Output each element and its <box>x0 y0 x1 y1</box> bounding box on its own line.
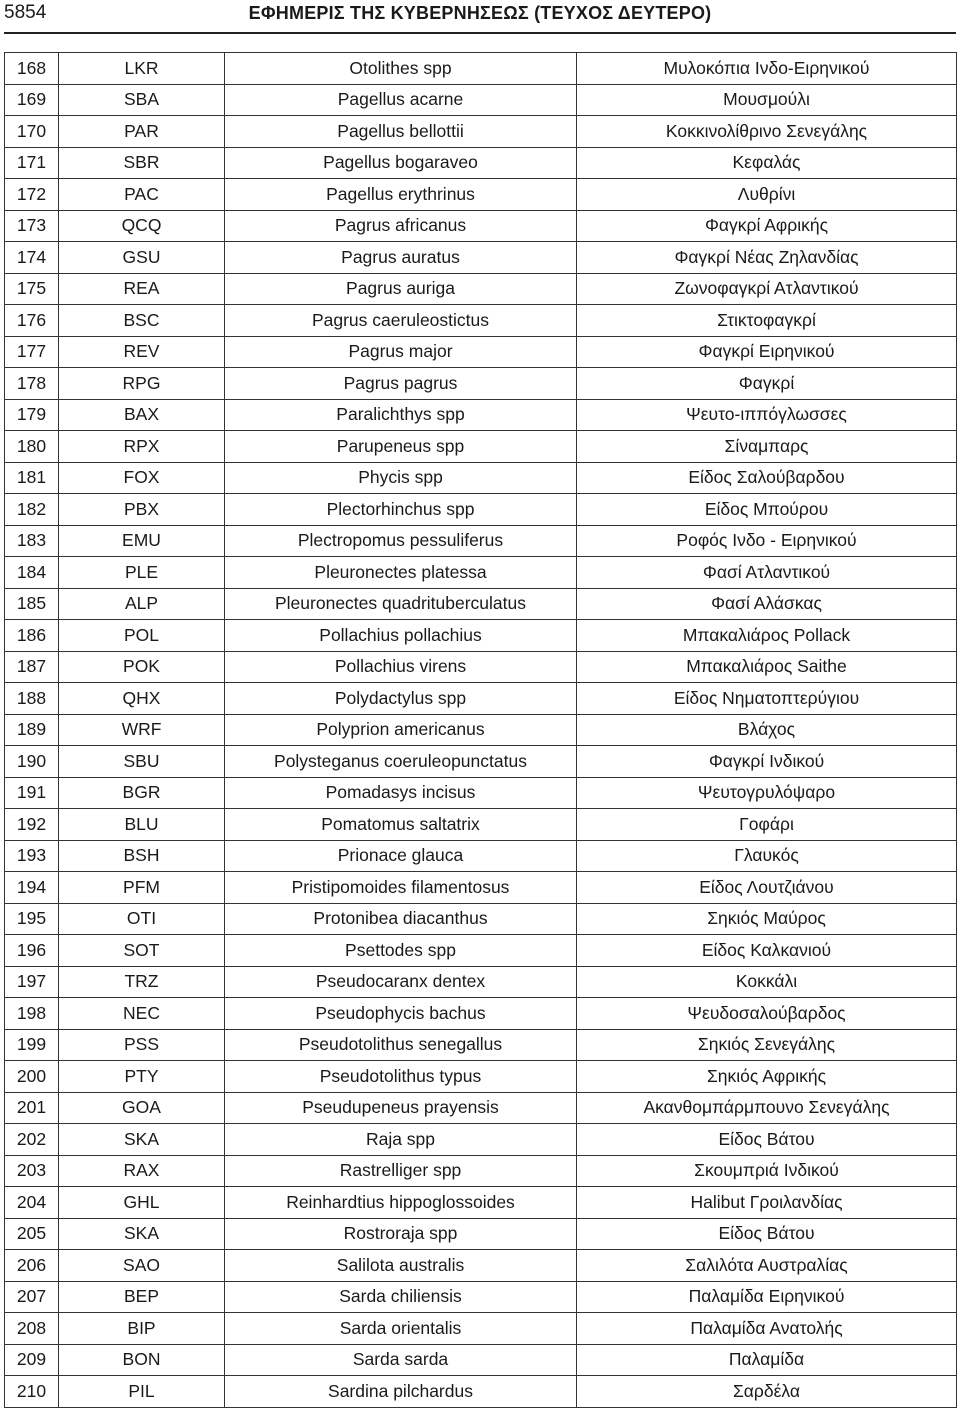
common-name-cell: Halibut Γροιλανδίας <box>577 1187 957 1219</box>
common-name-cell: Ψευδοσαλούβαρδος <box>577 998 957 1030</box>
common-name-cell: Σαλιλότα Αυστραλίας <box>577 1250 957 1282</box>
scientific-name-cell: Prionace glauca <box>225 840 577 872</box>
code-cell: BAX <box>59 399 225 431</box>
table-row <box>5 1124 957 1156</box>
code-cell: EMU <box>59 525 225 557</box>
scientific-name-cell: Pristipomoides filamentosus <box>225 872 577 904</box>
code-cell: PBX <box>59 494 225 526</box>
row-number-cell: 208 <box>5 1313 59 1345</box>
code-cell: BIP <box>59 1313 225 1345</box>
row-number-cell: 199 <box>5 1029 59 1061</box>
table-row <box>5 305 957 337</box>
scientific-name-cell: Pseudotolithus typus <box>225 1061 577 1093</box>
table-row <box>5 273 957 305</box>
row-number-cell: 179 <box>5 399 59 431</box>
common-name-cell: Φαγκρί Ινδικού <box>577 746 957 778</box>
row-number-cell: 187 <box>5 651 59 683</box>
row-number-cell: 201 <box>5 1092 59 1124</box>
code-cell: LKR <box>59 53 225 85</box>
scientific-name-cell: Rastrelliger spp <box>225 1155 577 1187</box>
common-name-cell: Φαγκρί <box>577 368 957 400</box>
row-number-cell: 176 <box>5 305 59 337</box>
common-name-cell: Ψευτογρυλόψαρο <box>577 777 957 809</box>
common-name-cell: Παλαμίδα Ειρηνικού <box>577 1281 957 1313</box>
table-row <box>5 525 957 557</box>
row-number-cell: 189 <box>5 714 59 746</box>
scientific-name-cell: Pagellus bogaraveo <box>225 147 577 179</box>
code-cell: POK <box>59 651 225 683</box>
table-row <box>5 368 957 400</box>
row-number-cell: 190 <box>5 746 59 778</box>
table-row <box>5 840 957 872</box>
table-row <box>5 494 957 526</box>
row-number-cell: 171 <box>5 147 59 179</box>
common-name-cell: Είδος Μπούρου <box>577 494 957 526</box>
common-name-cell: Σκουμπριά Ινδικού <box>577 1155 957 1187</box>
code-cell: OTI <box>59 903 225 935</box>
row-number-cell: 194 <box>5 872 59 904</box>
common-name-cell: Μυλοκόπια Ινδο-Ειρηνικού <box>577 53 957 85</box>
scientific-name-cell: Polysteganus coeruleopunctatus <box>225 746 577 778</box>
row-number-cell: 193 <box>5 840 59 872</box>
code-cell: SBA <box>59 84 225 116</box>
row-number-cell: 197 <box>5 966 59 998</box>
code-cell: WRF <box>59 714 225 746</box>
table-row <box>5 998 957 1030</box>
code-cell: REA <box>59 273 225 305</box>
scientific-name-cell: Paralichthys spp <box>225 399 577 431</box>
row-number-cell: 202 <box>5 1124 59 1156</box>
page-header <box>0 0 960 30</box>
common-name-cell: Είδος Λουτζιάνου <box>577 872 957 904</box>
common-name-cell: Ζωνοφαγκρί Ατλαντικού <box>577 273 957 305</box>
table-row <box>5 1155 957 1187</box>
code-cell: REV <box>59 336 225 368</box>
scientific-name-cell: Parupeneus spp <box>225 431 577 463</box>
table-row <box>5 147 957 179</box>
row-number-cell: 169 <box>5 84 59 116</box>
scientific-name-cell: Protonibea diacanthus <box>225 903 577 935</box>
code-cell: RAX <box>59 1155 225 1187</box>
table-row <box>5 1376 957 1408</box>
code-cell: RPX <box>59 431 225 463</box>
row-number-cell: 205 <box>5 1218 59 1250</box>
common-name-cell: Μπακαλιάρος Pollack <box>577 620 957 652</box>
common-name-cell: Είδος Νηματοπτερύγιου <box>577 683 957 715</box>
species-table <box>4 52 957 1408</box>
row-number-cell: 207 <box>5 1281 59 1313</box>
table-row <box>5 620 957 652</box>
table-row <box>5 714 957 746</box>
scientific-name-cell: Pseudophycis bachus <box>225 998 577 1030</box>
row-number-cell: 200 <box>5 1061 59 1093</box>
scientific-name-cell: Pseudocaranx dentex <box>225 966 577 998</box>
common-name-cell: Είδος Καλκανιού <box>577 935 957 967</box>
row-number-cell: 182 <box>5 494 59 526</box>
code-cell: ALP <box>59 588 225 620</box>
code-cell: SKA <box>59 1218 225 1250</box>
code-cell: BSC <box>59 305 225 337</box>
scientific-name-cell: Phycis spp <box>225 462 577 494</box>
code-cell: QCQ <box>59 210 225 242</box>
common-name-cell: Κοκκάλι <box>577 966 957 998</box>
row-number-cell: 177 <box>5 336 59 368</box>
table-row <box>5 84 957 116</box>
table-row <box>5 431 957 463</box>
table-row <box>5 1281 957 1313</box>
code-cell: PLE <box>59 557 225 589</box>
scientific-name-cell: Rostroraja spp <box>225 1218 577 1250</box>
row-number-cell: 173 <box>5 210 59 242</box>
common-name-cell: Βλάχος <box>577 714 957 746</box>
row-number-cell: 188 <box>5 683 59 715</box>
row-number-cell: 206 <box>5 1250 59 1282</box>
table-row <box>5 903 957 935</box>
common-name-cell: Λυθρίνι <box>577 179 957 211</box>
code-cell: BGR <box>59 777 225 809</box>
scientific-name-cell: Salilota australis <box>225 1250 577 1282</box>
code-cell: SAO <box>59 1250 225 1282</box>
scientific-name-cell: Polyprion americanus <box>225 714 577 746</box>
table-row <box>5 1187 957 1219</box>
table-row <box>5 588 957 620</box>
code-cell: QHX <box>59 683 225 715</box>
scientific-name-cell: Pagrus pagrus <box>225 368 577 400</box>
common-name-cell: Ψευτο-ιππόγλωσσες <box>577 399 957 431</box>
scientific-name-cell: Pagrus auratus <box>225 242 577 274</box>
row-number-cell: 183 <box>5 525 59 557</box>
row-number-cell: 196 <box>5 935 59 967</box>
row-number-cell: 191 <box>5 777 59 809</box>
table-row <box>5 462 957 494</box>
code-cell: RPG <box>59 368 225 400</box>
scientific-name-cell: Pagrus major <box>225 336 577 368</box>
table-row <box>5 746 957 778</box>
table-row <box>5 966 957 998</box>
row-number-cell: 178 <box>5 368 59 400</box>
code-cell: PTY <box>59 1061 225 1093</box>
common-name-cell: Μουσμούλι <box>577 84 957 116</box>
table-row <box>5 1250 957 1282</box>
scientific-name-cell: Pollachius virens <box>225 651 577 683</box>
scientific-name-cell: Pagrus caeruleostictus <box>225 305 577 337</box>
common-name-cell: Κοκκινολίθρινο Σενεγάλης <box>577 116 957 148</box>
scientific-name-cell: Plectropomus pessuliferus <box>225 525 577 557</box>
code-cell: FOX <box>59 462 225 494</box>
gazette-title: ΕΦΗΜΕΡΙΣ ΤΗΣ ΚΥΒΕΡΝΗΣΕΩΣ (ΤΕΥΧΟΣ ΔΕΥΤΕΡΟ) <box>248 3 712 23</box>
common-name-cell: Μπακαλιάρος Saithe <box>577 651 957 683</box>
scientific-name-cell: Pollachius pollachius <box>225 620 577 652</box>
row-number-cell: 168 <box>5 53 59 85</box>
code-cell: PAC <box>59 179 225 211</box>
common-name-cell: Φαγκρί Νέας Ζηλανδίας <box>577 242 957 274</box>
common-name-cell: Γλαυκός <box>577 840 957 872</box>
row-number-cell: 195 <box>5 903 59 935</box>
table-row <box>5 1092 957 1124</box>
code-cell: SKA <box>59 1124 225 1156</box>
scientific-name-cell: Pagrus africanus <box>225 210 577 242</box>
code-cell: PSS <box>59 1029 225 1061</box>
row-number-cell: 180 <box>5 431 59 463</box>
code-cell: PIL <box>59 1376 225 1408</box>
row-number-cell: 174 <box>5 242 59 274</box>
common-name-cell: Είδος Βάτου <box>577 1218 957 1250</box>
table-row <box>5 557 957 589</box>
scientific-name-cell: Pseudupeneus prayensis <box>225 1092 577 1124</box>
code-cell: GSU <box>59 242 225 274</box>
scientific-name-cell: Pomatomus saltatrix <box>225 809 577 841</box>
scientific-name-cell: Sarda orientalis <box>225 1313 577 1345</box>
scientific-name-cell: Pleuronectes platessa <box>225 557 577 589</box>
table-row <box>5 683 957 715</box>
scientific-name-cell: Pagellus bellottii <box>225 116 577 148</box>
code-cell: BEP <box>59 1281 225 1313</box>
table-row <box>5 53 957 85</box>
table-row <box>5 651 957 683</box>
table-row <box>5 935 957 967</box>
common-name-cell: Είδος Σαλούβαρδου <box>577 462 957 494</box>
row-number-cell: 181 <box>5 462 59 494</box>
common-name-cell: Φασί Ατλαντικού <box>577 557 957 589</box>
row-number-cell: 209 <box>5 1344 59 1376</box>
common-name-cell: Ροφός Ινδο - Ειρηνικού <box>577 525 957 557</box>
code-cell: PAR <box>59 116 225 148</box>
table-row <box>5 872 957 904</box>
code-cell: SOT <box>59 935 225 967</box>
scientific-name-cell: Polydactylus spp <box>225 683 577 715</box>
row-number-cell: 185 <box>5 588 59 620</box>
code-cell: SBU <box>59 746 225 778</box>
code-cell: NEC <box>59 998 225 1030</box>
table-row <box>5 777 957 809</box>
code-cell: BLU <box>59 809 225 841</box>
table-row <box>5 179 957 211</box>
table-row <box>5 116 957 148</box>
common-name-cell: Σηκιός Σενεγάλης <box>577 1029 957 1061</box>
code-cell: BSH <box>59 840 225 872</box>
table-row <box>5 242 957 274</box>
page-number: 5854 <box>4 2 47 23</box>
scientific-name-cell: Sardina pilchardus <box>225 1376 577 1408</box>
scientific-name-cell: Reinhardtius hippoglossoides <box>225 1187 577 1219</box>
table-row <box>5 210 957 242</box>
row-number-cell: 186 <box>5 620 59 652</box>
code-cell: PFM <box>59 872 225 904</box>
common-name-cell: Στικτοφαγκρί <box>577 305 957 337</box>
code-cell: TRZ <box>59 966 225 998</box>
table-row <box>5 1029 957 1061</box>
code-cell: POL <box>59 620 225 652</box>
scientific-name-cell: Pagellus erythrinus <box>225 179 577 211</box>
species-table-body <box>5 53 957 1408</box>
scientific-name-cell: Sarda sarda <box>225 1344 577 1376</box>
row-number-cell: 172 <box>5 179 59 211</box>
table-row <box>5 336 957 368</box>
scientific-name-cell: Plectorhinchus spp <box>225 494 577 526</box>
table-row <box>5 1218 957 1250</box>
code-cell: BON <box>59 1344 225 1376</box>
scientific-name-cell: Pomadasys incisus <box>225 777 577 809</box>
row-number-cell: 210 <box>5 1376 59 1408</box>
common-name-cell: Σηκιός Αφρικής <box>577 1061 957 1093</box>
common-name-cell: Σαρδέλα <box>577 1376 957 1408</box>
table-row <box>5 809 957 841</box>
table-row <box>5 399 957 431</box>
common-name-cell: Σίναμπαρς <box>577 431 957 463</box>
common-name-cell: Φασί Αλάσκας <box>577 588 957 620</box>
scientific-name-cell: Pleuronectes quadrituberculatus <box>225 588 577 620</box>
row-number-cell: 184 <box>5 557 59 589</box>
code-cell: GHL <box>59 1187 225 1219</box>
scientific-name-cell: Pagrus auriga <box>225 273 577 305</box>
common-name-cell: Είδος Βάτου <box>577 1124 957 1156</box>
table-row <box>5 1344 957 1376</box>
scientific-name-cell: Otolithes spp <box>225 53 577 85</box>
row-number-cell: 175 <box>5 273 59 305</box>
common-name-cell: Ακανθομπάρμπουνο Σενεγάλης <box>577 1092 957 1124</box>
table-row <box>5 1313 957 1345</box>
common-name-cell: Σηκιός Μαύρος <box>577 903 957 935</box>
scientific-name-cell: Pagellus acarne <box>225 84 577 116</box>
common-name-cell: Φαγκρί Ειρηνικού <box>577 336 957 368</box>
scientific-name-cell: Psettodes spp <box>225 935 577 967</box>
scientific-name-cell: Sarda chiliensis <box>225 1281 577 1313</box>
table-row <box>5 1061 957 1093</box>
common-name-cell: Παλαμίδα Ανατολής <box>577 1313 957 1345</box>
scientific-name-cell: Raja spp <box>225 1124 577 1156</box>
row-number-cell: 198 <box>5 998 59 1030</box>
code-cell: SBR <box>59 147 225 179</box>
common-name-cell: Γοφάρι <box>577 809 957 841</box>
header-rule <box>4 32 956 34</box>
code-cell: GOA <box>59 1092 225 1124</box>
row-number-cell: 204 <box>5 1187 59 1219</box>
scientific-name-cell: Pseudotolithus senegallus <box>225 1029 577 1061</box>
row-number-cell: 192 <box>5 809 59 841</box>
common-name-cell: Κεφαλάς <box>577 147 957 179</box>
row-number-cell: 170 <box>5 116 59 148</box>
row-number-cell: 203 <box>5 1155 59 1187</box>
common-name-cell: Παλαμίδα <box>577 1344 957 1376</box>
common-name-cell: Φαγκρί Αφρικής <box>577 210 957 242</box>
